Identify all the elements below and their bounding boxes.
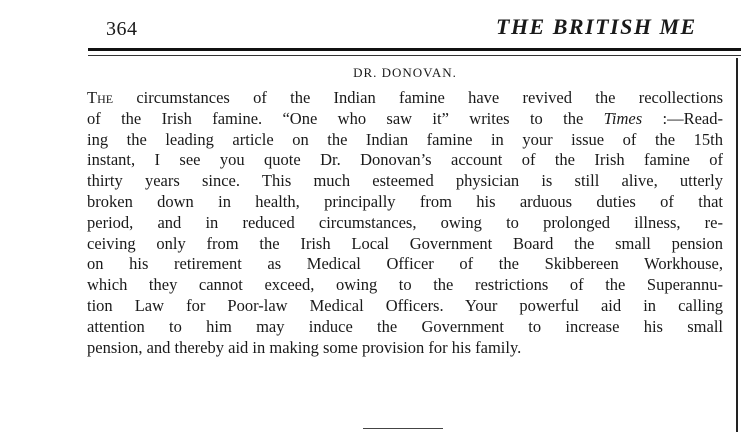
body-line: ing the leading article on the Indian famine in your issue of the 15th <box>87 129 723 149</box>
page-number: 364 <box>106 18 138 40</box>
body-line <box>87 88 723 109</box>
header-rule-thin <box>88 55 741 56</box>
running-head: THE BRITISH ME <box>496 14 697 39</box>
first-line-text: circumstances of the Indian famine have revived the recollections <box>113 88 723 107</box>
body-line: attention to him may induce the Government to increase his small <box>87 316 723 336</box>
column-border <box>736 58 738 432</box>
body-line: pension, and thereby aid in making some provision for his family. <box>87 337 522 357</box>
body-line: on his retirement as Medical Officer of the Skibbereen Workhouse, <box>87 254 723 274</box>
bottom-rule <box>363 428 443 429</box>
body-line: tion Law for Poor-law Medical Officers. Your powerful aid in calling <box>87 295 723 315</box>
body-line: instant, I see you quote Dr. Donovan’s account of the Irish famine of <box>87 150 723 170</box>
body-line: broken down in health, principally from his arduous duties of that <box>87 191 723 211</box>
journal-name: Times <box>603 108 643 128</box>
body-line: thirty years since. This much esteemed physician is still alive, utterly <box>87 171 723 191</box>
body-line: of the Irish famine. “One who saw it” writes to the Times :—Read- <box>87 108 724 128</box>
article <box>87 62 723 358</box>
article-body <box>87 88 723 358</box>
article-title: DR. DONOVAN. <box>353 65 457 80</box>
header-rule-thick <box>88 48 741 51</box>
body-line: period, and in reduced circumstances, owing to prolonged illness, re- <box>87 212 723 232</box>
body-line: which they cannot exceed, owing to the restrictions of the Superannu- <box>87 275 723 295</box>
body-line: ceiving only from the Irish Local Government Board the small pension <box>87 233 723 253</box>
lead-word: The <box>87 88 114 107</box>
